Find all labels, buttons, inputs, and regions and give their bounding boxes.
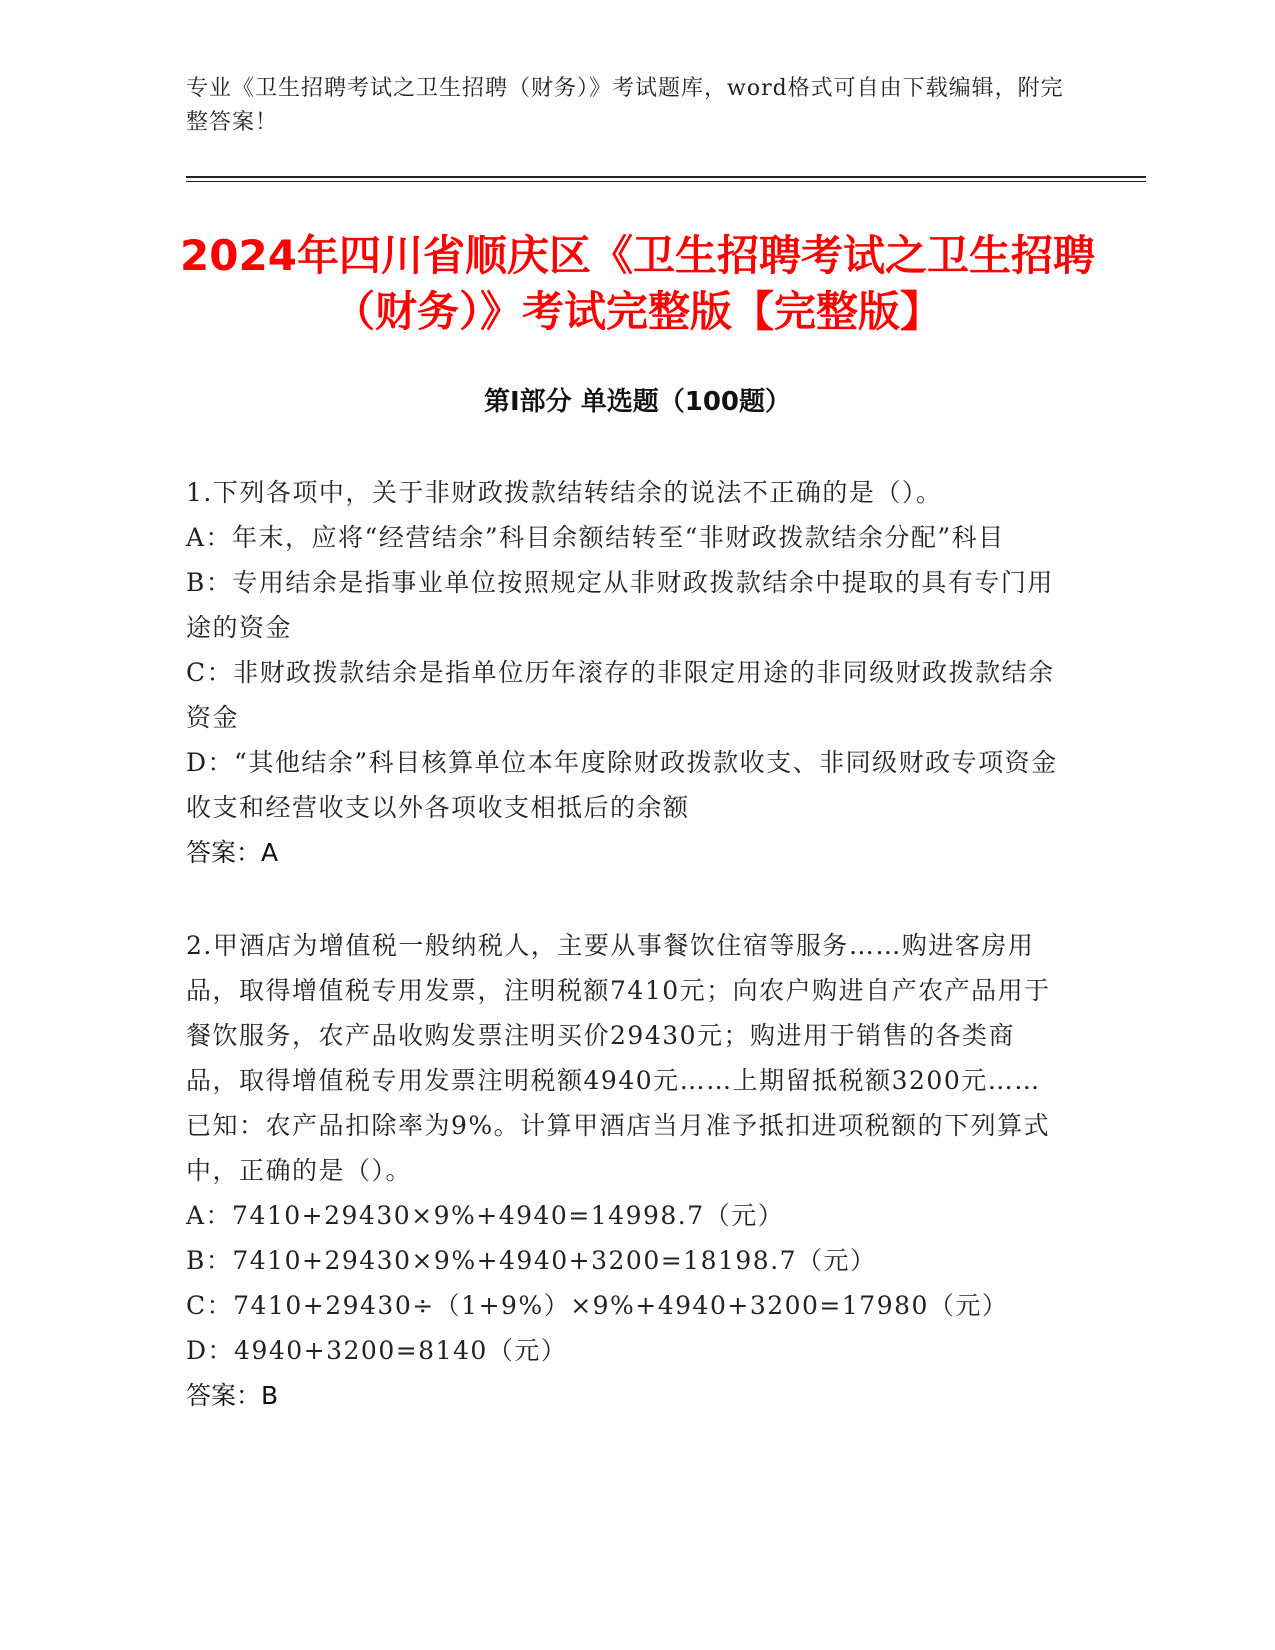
answer: 答案：A [186,838,279,867]
option-d: D：4940+3200=8140（元） [186,1336,568,1365]
question-1 [186,470,1066,875]
answer: 答案：B [186,1381,279,1410]
header-note: 专业《卫生招聘考试之卫生招聘（财务）》考试题库，word格式可自由下载编辑，附完整答案！ [186,76,1064,135]
option-a: A：年末，应将“经营结余”科目余额结转至“非财政拨款结余分配”科目 [186,523,1005,552]
question-stem: 1.下列各项中，关于非财政拨款结转结余的说法不正确的是（）。 [186,478,943,507]
question-list [186,470,1066,1466]
question-2 [186,923,1066,1418]
option-b: B：7410+29430×9%+4940+3200=18198.7（元） [186,1246,877,1275]
option-c: C：7410+29430÷（1+9%）×9%+4940+3200=17980（元） [186,1291,1009,1320]
header-rule-thin [186,181,1146,182]
option-c: C：非财政拨款结余是指单位历年滚存的非限定用途的非同级财政拨款结余资金 [186,658,1055,732]
header-rule-thick [186,176,1146,178]
section-title: 第Ⅰ部分 单选题（100题） [484,387,791,417]
question-stem: 2.甲酒店为增值税一般纳税人，主要从事餐饮住宿等服务……购进客房用品，取得增值税专用发票，注明税额7410元；向农户购进自产农产品用于餐饮服务，农产品收购发票注明买价29430元；购进用于销售的各类商品，取得增值税专用发票注明税额4940元……上期留抵税额3200元……已知：农产品扣除率为9%。计算甲酒店当月准予抵扣进项税额的下列算式中，正确的是（）。 [186,931,1051,1185]
option-a: A：7410+29430×9%+4940=14998.7（元） [186,1201,785,1230]
option-b: B：专用结余是指事业单位按照规定从非财政拨款结余中提取的具有专门用途的资金 [186,568,1054,642]
document-title: 2024年四川省顺庆区《卫生招聘考试之卫生招聘（财务）》考试完整版【完整版】 [180,231,1095,336]
option-d: D：“其他结余”科目核算单位本年度除财政拨款收支、非同级财政专项资金收支和经营收支以外各项收支相抵后的余额 [186,748,1058,822]
